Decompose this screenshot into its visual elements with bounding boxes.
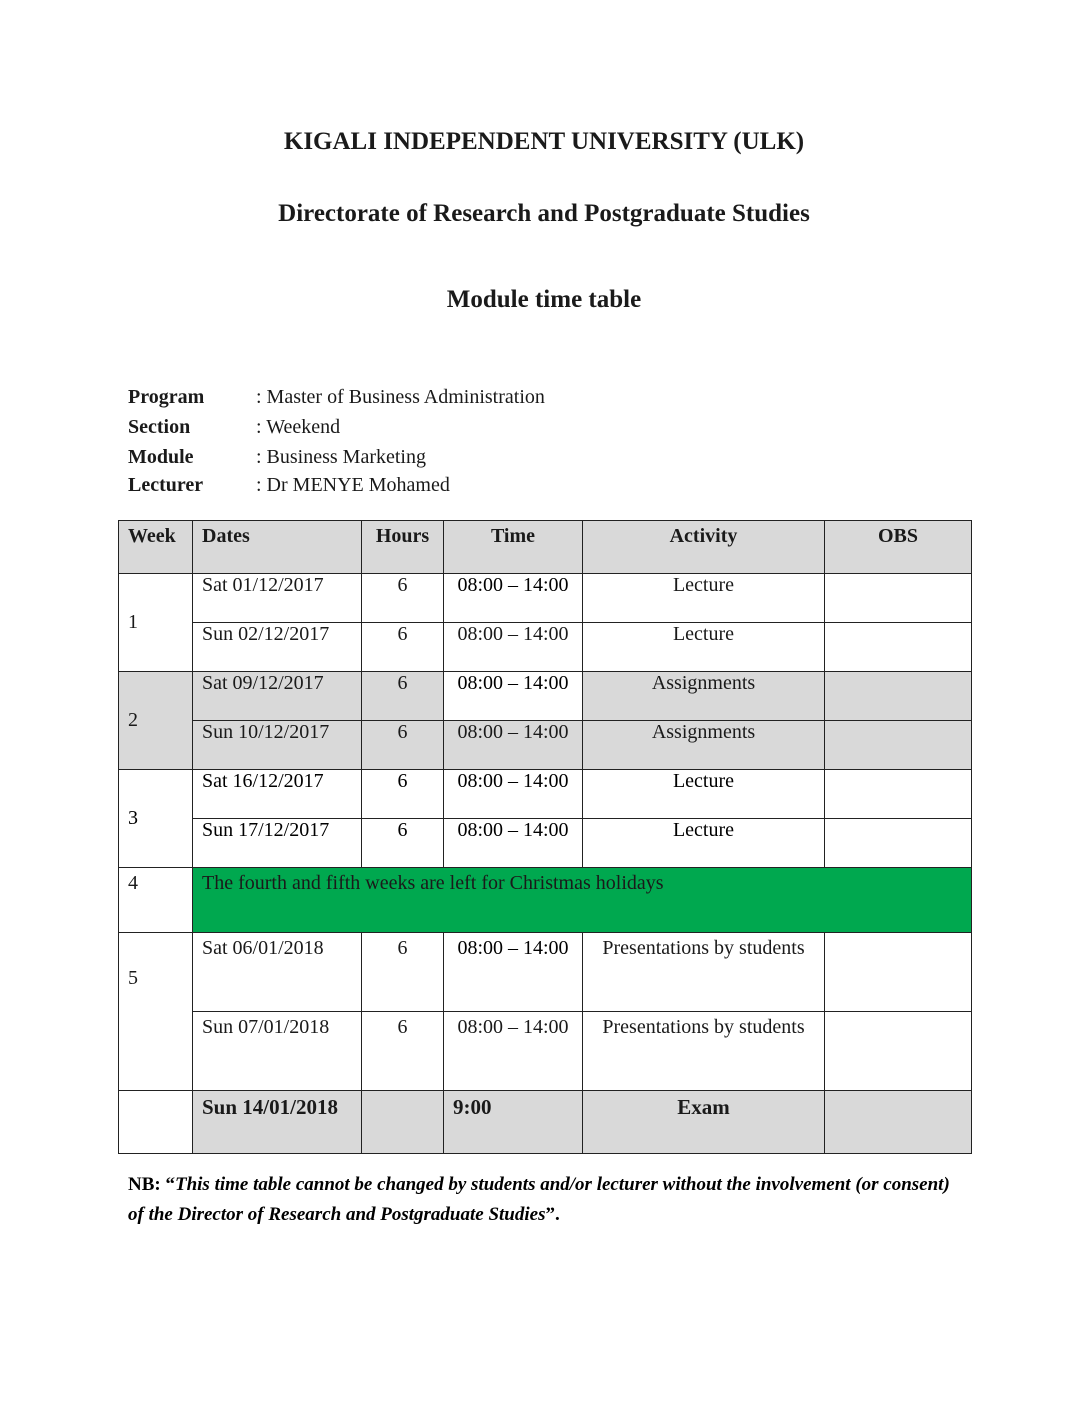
- section-label: Section: [128, 416, 191, 438]
- table-row: [119, 672, 972, 721]
- date-cell: Sat 06/01/2018: [193, 933, 362, 1012]
- date-cell: Sat 01/12/2017: [193, 574, 362, 623]
- col-header-activity: Activity: [583, 521, 825, 574]
- col-header-week: Week: [119, 521, 193, 574]
- hours-cell: 6: [362, 933, 444, 1012]
- table-row: [119, 1012, 972, 1091]
- footnote-suffix: ”.: [545, 1204, 560, 1225]
- activity-cell: Assignments: [583, 672, 825, 721]
- program-row: [128, 382, 545, 412]
- date-cell: Sat 16/12/2017: [193, 770, 362, 819]
- date-cell: Sun 02/12/2017: [193, 623, 362, 672]
- lecturer-row: [128, 472, 545, 498]
- exam-activity-cell: Exam: [583, 1091, 825, 1154]
- time-cell: 08:00 – 14:00: [444, 1012, 583, 1091]
- exam-date-cell: Sun 14/01/2018: [193, 1091, 362, 1154]
- obs-cell: [825, 933, 972, 1012]
- document-title: Module time table: [446, 286, 642, 313]
- obs-cell: [825, 623, 972, 672]
- hours-cell: 6: [362, 721, 444, 770]
- week-cell: 5: [119, 933, 193, 1091]
- table-row: [119, 819, 972, 868]
- col-header-dates: Dates: [193, 521, 362, 574]
- time-cell: 08:00 – 14:00: [444, 770, 583, 819]
- week-cell: 1: [119, 574, 193, 672]
- activity-cell: Lecture: [583, 770, 825, 819]
- module-row: [128, 442, 545, 472]
- date-cell: Sun 07/01/2018: [193, 1012, 362, 1091]
- week-cell: [119, 1091, 193, 1154]
- hours-cell: 6: [362, 819, 444, 868]
- hours-cell: 6: [362, 672, 444, 721]
- time-cell: 08:00 – 14:00: [444, 574, 583, 623]
- section-value: : Weekend: [256, 416, 341, 438]
- obs-cell: [825, 770, 972, 819]
- exam-row: [119, 1091, 972, 1154]
- time-cell: 08:00 – 14:00: [444, 672, 583, 721]
- time-cell: 08:00 – 14:00: [444, 721, 583, 770]
- obs-cell: [825, 574, 972, 623]
- obs-cell: [825, 1091, 972, 1154]
- date-cell: Sat 09/12/2017: [193, 672, 362, 721]
- lecturer-label: Lecturer: [128, 474, 204, 496]
- program-value: : Master of Business Administration: [256, 386, 545, 408]
- timetable: [118, 520, 972, 1154]
- obs-cell: [825, 1012, 972, 1091]
- footnote: [128, 1170, 968, 1230]
- footnote-prefix: NB: “: [128, 1174, 175, 1195]
- footnote-text: This time table cannot be changed by students and/or lecturer without the involvement (or consent) of the Director of Research and Postgraduate Studies: [128, 1174, 950, 1225]
- directorate-title: Directorate of Research and Postgraduate Studies: [278, 200, 810, 227]
- col-header-time: Time: [444, 521, 583, 574]
- week-cell: 2: [119, 672, 193, 770]
- time-cell: 08:00 – 14:00: [444, 623, 583, 672]
- table-row: [119, 574, 972, 623]
- lecturer-value: : Dr MENYE Mohamed: [256, 474, 450, 496]
- obs-cell: [825, 721, 972, 770]
- hours-cell: 6: [362, 1012, 444, 1091]
- module-value: : Business Marketing: [256, 446, 426, 468]
- time-cell: 08:00 – 14:00: [444, 933, 583, 1012]
- holiday-note: The fourth and fifth weeks are left for Christmas holidays: [193, 868, 972, 933]
- obs-cell: [825, 819, 972, 868]
- section-row: [128, 412, 545, 442]
- hours-cell: 6: [362, 623, 444, 672]
- col-header-obs: OBS: [825, 521, 972, 574]
- program-label: Program: [128, 386, 205, 408]
- module-label: Module: [128, 446, 194, 468]
- table-row: [119, 933, 972, 1012]
- col-header-hours: Hours: [362, 521, 444, 574]
- date-cell: Sun 17/12/2017: [193, 819, 362, 868]
- activity-cell: Presentations by students: [583, 933, 825, 1012]
- hours-cell: [362, 1091, 444, 1154]
- activity-cell: Lecture: [583, 623, 825, 672]
- table-row: [119, 721, 972, 770]
- hours-cell: 6: [362, 770, 444, 819]
- activity-cell: Assignments: [583, 721, 825, 770]
- week-cell: 4: [119, 868, 193, 933]
- university-title: KIGALI INDEPENDENT UNIVERSITY (ULK): [283, 128, 805, 155]
- obs-cell: [825, 672, 972, 721]
- module-info: [128, 382, 545, 498]
- activity-cell: Lecture: [583, 574, 825, 623]
- activity-cell: Lecture: [583, 819, 825, 868]
- activity-cell: Presentations by students: [583, 1012, 825, 1091]
- table-row: [119, 770, 972, 819]
- exam-time-cell: 9:00: [444, 1091, 583, 1154]
- date-cell: Sun 10/12/2017: [193, 721, 362, 770]
- hours-cell: 6: [362, 574, 444, 623]
- table-row: [119, 623, 972, 672]
- week-cell: 3: [119, 770, 193, 868]
- holiday-row: [119, 868, 972, 933]
- time-cell: 08:00 – 14:00: [444, 819, 583, 868]
- table-header-row: [119, 521, 972, 574]
